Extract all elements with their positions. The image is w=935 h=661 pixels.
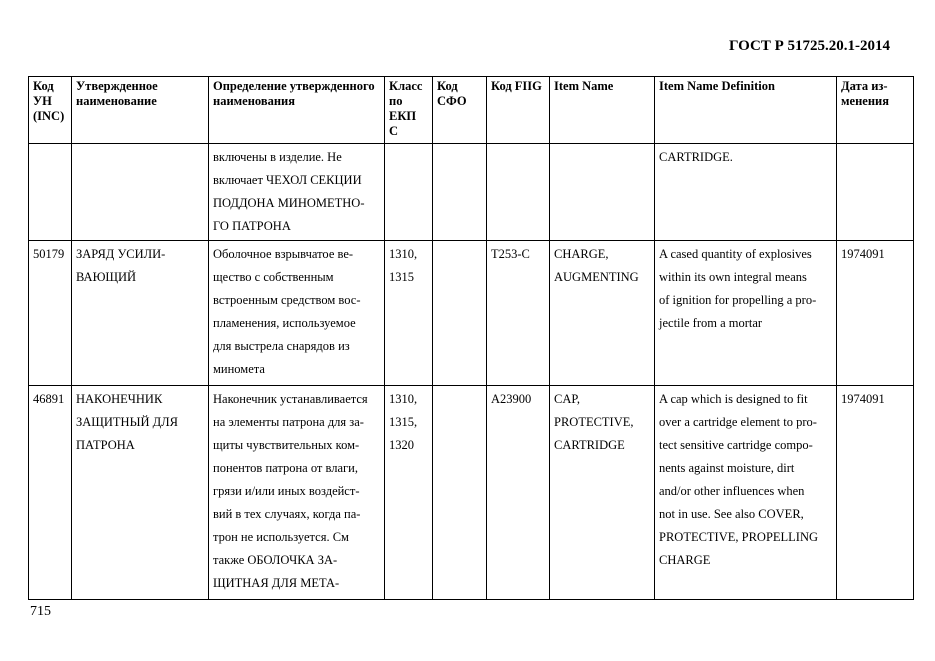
cell-date: 1974091 [837,386,914,600]
cell-definition: Наконечник устанавливается на элементы патрона для за- щиты чувствительных ком- понентов патрона от влаги, грязи и/или иных воздейст- вий в тех случаях, когда па- трон не используется. См также ОБОЛОЧКА ЗА- ЩИТНАЯ ДЛЯ МЕТА- [209,386,385,600]
col-header-definition: Определение утвержденного наименования [209,77,385,144]
cell-class: 1310, 1315 [385,241,433,386]
table-row [29,144,914,241]
cell-inc: 46891 [29,386,72,600]
col-header-sfo: Код СФО [433,77,487,144]
header-row [29,77,914,144]
cell-inc: 50179 [29,241,72,386]
standard-id: ГОСТ Р 51725.20.1-2014 [728,38,890,54]
cell-item-name [550,144,655,241]
cell-class [385,144,433,241]
cell-sfo [433,241,487,386]
cell-item-definition: A cased quantity of explosives within its own integral means of ignition for propelling a pro- jectile from a mortar [655,241,837,386]
cell-date [837,144,914,241]
cell-definition: включены в изделие. Не включает ЧЕХОЛ СЕКЦИИ ПОДДОНА МИНОМЕТНО- ГО ПАТРОНА [209,144,385,241]
cell-name [72,144,209,241]
col-header-item-name: Item Name [550,77,655,144]
table-row [29,241,914,386]
catalog-table [28,76,914,600]
cell-item-definition: CARTRIDGE. [655,144,837,241]
cell-inc [29,144,72,241]
page-number: 715 [30,604,51,619]
cell-name: ЗАРЯД УСИЛИ- ВАЮЩИЙ [72,241,209,386]
cell-name: НАКОНЕЧНИК ЗАЩИТНЫЙ ДЛЯ ПАТРОНА [72,386,209,600]
cell-date: 1974091 [837,241,914,386]
cell-item-name: CAP, PROTECTIVE, CARTRIDGE [550,386,655,600]
cell-item-name: CHARGE, AUGMENTING [550,241,655,386]
cell-class: 1310, 1315, 1320 [385,386,433,600]
cell-sfo [433,386,487,600]
col-header-fiig: Код FIIG [487,77,550,144]
cell-fiig: A23900 [487,386,550,600]
col-header-class: Класс по ЕКП С [385,77,433,144]
cell-fiig [487,144,550,241]
col-header-item-definition: Item Name Definition [655,77,837,144]
col-header-date: Дата из- менения [837,77,914,144]
table-row [29,386,914,600]
col-header-inc: Код УН (INC) [29,77,72,144]
cell-item-definition: A cap which is designed to fit over a cartridge element to pro- tect sensitive cartridge compo- nents against moisture, dirt and/or other influences when not in use. See also COVER, PROTECTIVE, PROPELLING CHARGE [655,386,837,600]
col-header-name: Утвержденное наименование [72,77,209,144]
cell-fiig: T253-C [487,241,550,386]
cell-sfo [433,144,487,241]
cell-definition: Оболочное взрывчатое ве- щество с собственным встроенным средством вос- пламенения, используемое для выстрела снарядов из миномета [209,241,385,386]
